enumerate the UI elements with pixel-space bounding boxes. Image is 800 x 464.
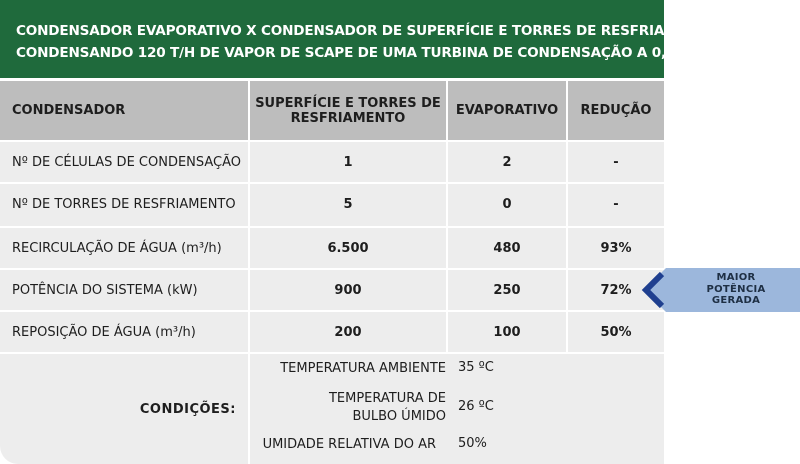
- title-line-2: CONDENSANDO 120 T/H DE VAPOR DE SCAPE DE UMA TURBINA DE CONDENSAÇÃO A 0,11 BAR(a): [16, 45, 741, 61]
- column-header-condensador: CONDENSADOR: [12, 103, 126, 118]
- table-row: [0, 226, 664, 268]
- reduction-value: 50%: [600, 324, 632, 340]
- table-row: [0, 268, 664, 310]
- table-title: [0, 0, 741, 78]
- table-row: [0, 310, 664, 352]
- condition-value: 26 ºC: [458, 399, 494, 414]
- condition-label: UMIDADE RELATIVA DO AR: [262, 437, 436, 452]
- evaporative-value: 2: [502, 154, 512, 170]
- surface-value: 5: [343, 196, 353, 212]
- reduction-value: -: [613, 196, 619, 212]
- row-label: RECIRCULAÇÃO DE ÁGUA (m³/h): [12, 240, 222, 256]
- surface-value: 200: [334, 324, 362, 340]
- title-line-1: CONDENSADOR EVAPORATIVO X CONDENSADOR DE SUPERFÍCIE E TORRES DE RESFRIAMENTO: [16, 23, 719, 39]
- column-divider: [248, 352, 250, 464]
- reduction-value: 72%: [600, 282, 632, 298]
- row-label: REPOSIÇÃO DE ÁGUA (m³/h): [12, 324, 196, 340]
- column-header-reduction: REDUÇÃO: [580, 103, 652, 118]
- evaporative-value: 100: [493, 324, 521, 340]
- condition-label: TEMPERATURA DE BULBO ÚMIDO: [328, 391, 446, 424]
- surface-value: 900: [334, 282, 362, 298]
- table-row: [0, 182, 664, 224]
- reduction-value: 93%: [600, 240, 632, 256]
- evaporative-value: 480: [493, 240, 521, 256]
- table-header: [0, 81, 664, 140]
- condition-label: TEMPERATURA AMBIENTE: [280, 361, 446, 376]
- table-row: [0, 140, 664, 182]
- surface-value: 1: [343, 154, 353, 170]
- row-label: Nº DE TORRES DE RESFRIAMENTO: [12, 196, 236, 212]
- row-label: Nº DE CÉLULAS DE CONDENSAÇÃO: [12, 154, 242, 170]
- evaporative-value: 250: [493, 282, 521, 298]
- evaporative-value: 0: [502, 196, 512, 212]
- callout-text: MAIOR POTÊNCIA GERADA: [706, 272, 766, 306]
- highlight-callout: [640, 268, 800, 312]
- column-header-evaporative: EVAPORATIVO: [455, 103, 559, 118]
- condition-value: 50%: [458, 436, 487, 451]
- conditions-title: CONDIÇÕES:: [139, 401, 236, 417]
- reduction-value: -: [613, 154, 619, 170]
- column-header-surface: SUPERFÍCIE E TORRES DE RESFRIAMENTO: [255, 95, 441, 126]
- surface-value: 6.500: [327, 240, 369, 256]
- conditions-section: [0, 352, 664, 464]
- row-label: POTÊNCIA DO SISTEMA (kW): [12, 282, 198, 298]
- condition-value: 35 ºC: [458, 360, 494, 375]
